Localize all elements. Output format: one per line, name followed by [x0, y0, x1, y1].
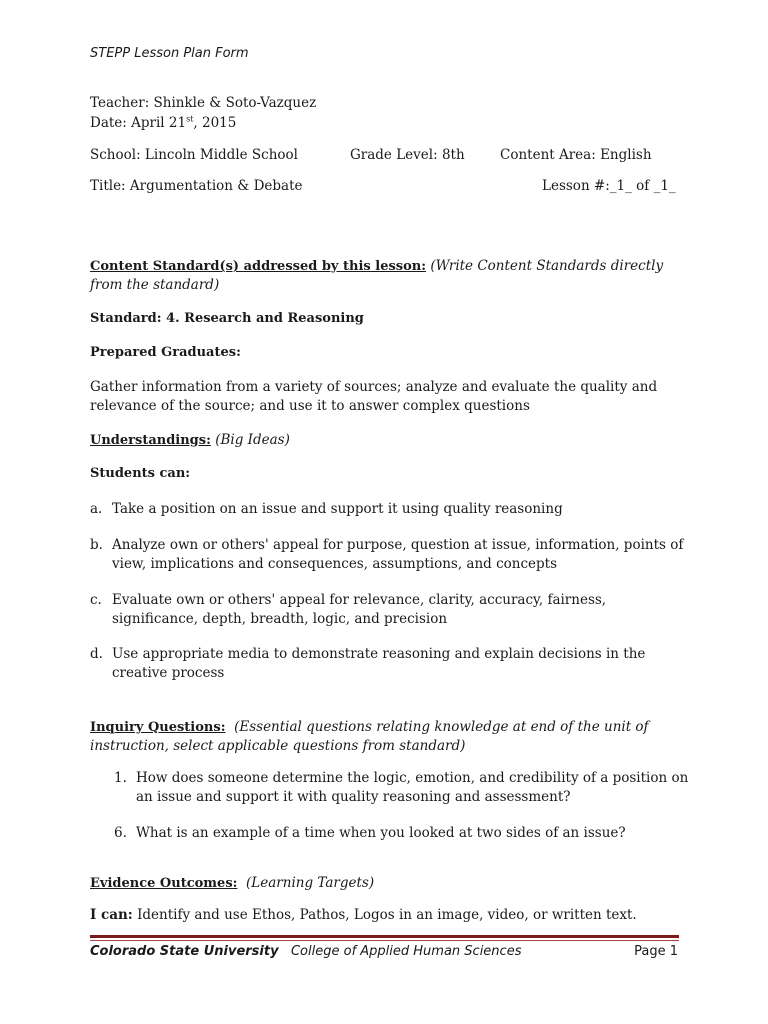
content-standards-note: (Write Content Standards directly: [430, 258, 664, 274]
footer-rule-thin: [90, 940, 679, 941]
list-item: 6. What is an example of a time when you looked at two sides of an issue?: [114, 825, 626, 841]
inquiry-note-cont: instruction, select applicable questions from standard): [90, 738, 466, 754]
footer-college: College of Applied Human Sciences: [290, 944, 522, 959]
footer-rule-thick: [90, 935, 679, 938]
footer-page-number: Page 1: [634, 944, 678, 959]
date-value: April 21st, 2015: [131, 114, 237, 131]
understandings-line: [90, 432, 290, 448]
title-value: Argumentation & Debate: [129, 178, 303, 194]
inquiry-heading: Inquiry Questions:: [90, 720, 226, 735]
evidence-line: [90, 875, 374, 891]
teacher-value: Shinkle & Soto-Vazquez: [153, 95, 317, 111]
content-standards-block: [90, 257, 663, 295]
grade-field: [350, 147, 465, 163]
content-area-field: [500, 147, 652, 163]
form-title: STEPP Lesson Plan Form: [90, 46, 249, 61]
list-item: c. Evaluate own or others' appeal for relevance, clarity, accuracy, fairness, significance, depth, breadth, logic, and precision: [90, 592, 607, 627]
students-can-heading: Students can:: [90, 466, 191, 481]
prepared-graduates-text: Gather information from a variety of sources; analyze and evaluate the quality and relevance of the source; and use it to answer complex questions: [90, 379, 658, 414]
grade-value: 8th: [441, 147, 465, 163]
standard-heading: Standard: 4. Research and Reasoning: [90, 311, 364, 326]
school-field: [90, 147, 298, 163]
list-item: a. Take a position on an issue and support it using quality reasoning: [90, 501, 563, 517]
teacher-line: [90, 95, 316, 111]
content-standards-heading: Content Standard(s) addressed by this lesson:: [90, 259, 427, 274]
content-area-label: Content Area:: [500, 147, 596, 163]
evidence-note: (Learning Targets): [246, 875, 375, 891]
content-standards-note-cont: from the standard): [90, 277, 220, 293]
school-label: School:: [90, 147, 141, 163]
list-item: 1. How does someone determine the logic, emotion, and credibility of a position on an issue and support it with quality reasoning and assessment?: [114, 770, 689, 805]
title-label: Title:: [90, 178, 126, 194]
ican-label: I can:: [90, 907, 133, 923]
list-item: d. Use appropriate media to demonstrate reasoning and explain decisions in the creative process: [90, 646, 646, 681]
inquiry-block: [90, 718, 649, 756]
evidence-heading: Evidence Outcomes:: [90, 876, 238, 891]
teacher-label: Teacher:: [90, 95, 150, 111]
inquiry-note: (Essential questions relating knowledge at end of the unit of: [234, 719, 649, 735]
footer-university: Colorado State University: [90, 944, 279, 959]
content-area-value: English: [600, 147, 652, 163]
prepared-graduates-heading: Prepared Graduates:: [90, 345, 241, 360]
list-item: b. Analyze own or others' appeal for purpose, question at issue, information, points of view, implications and consequences, assumptions, and concepts: [90, 537, 684, 572]
lesson-field: [542, 178, 676, 194]
school-value: Lincoln Middle School: [144, 147, 298, 163]
lesson-value: _1_ of _1_: [609, 178, 676, 194]
ican-text: Identify and use Ethos, Pathos, Logos in an image, video, or written text.: [137, 907, 637, 923]
grade-label: Grade Level:: [350, 147, 438, 163]
date-line: [90, 115, 236, 131]
footer: [90, 944, 521, 959]
title-field: [90, 178, 303, 194]
understandings-heading: Understandings:: [90, 433, 211, 448]
date-label: Date:: [90, 115, 127, 131]
ican-line: [90, 907, 637, 923]
understandings-note: (Big Ideas): [215, 432, 290, 448]
lesson-label: Lesson #:: [542, 178, 610, 194]
